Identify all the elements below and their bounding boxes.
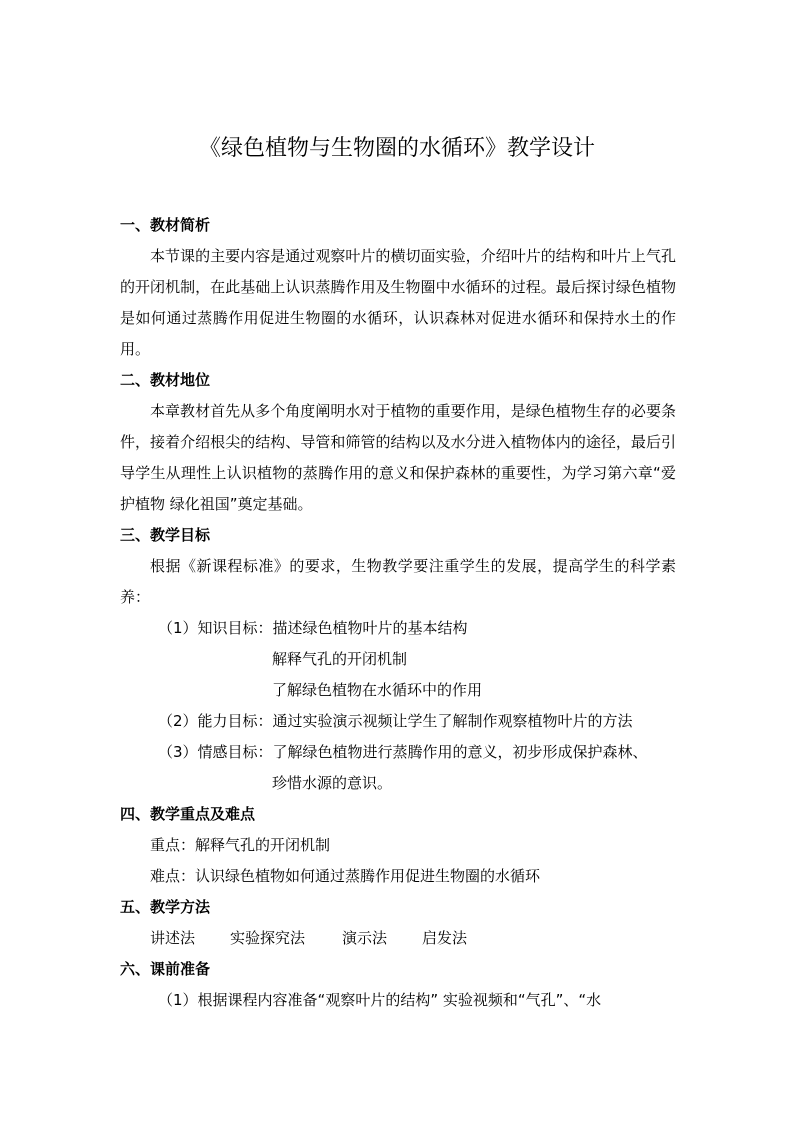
section-paragraph-3: 根据《新课程标准》的要求，生物教学要注重学生的发展，提高学生的科学素养： [120,557,676,606]
knowledge-goal-3: 了解绿色植物在水循环中的作用 [272,681,483,699]
ability-goal: （2）能力目标：通过实验演示视频让学生了解制作观察植物叶片的方法 [158,712,633,730]
emotion-goal-2: 珍惜水源的意识。 [272,774,393,792]
section-heading-1: 一、教材简析 [120,216,211,234]
method-item: 启发法 [422,929,468,947]
section-heading-6: 六、课前准备 [120,960,211,978]
section-heading-5: 五、教学方法 [120,898,211,916]
knowledge-goal: （1）知识目标：描述绿色植物叶片的基本结构 [158,619,468,637]
section-heading-4: 四、教学重点及难点 [120,805,256,823]
preparation-item: （1）根据课程内容准备“观察叶片的结构” 实验视频和“气孔”、“水 [158,991,602,1009]
emotion-goal: （3）情感目标：了解绿色植物进行蒸腾作用的意义，初步形成保护森林、 [158,743,648,761]
difficult-point: 难点：认识绿色植物如何通过蒸腾作用促进生物圈的水循环 [150,867,541,885]
section-heading-3: 三、教学目标 [120,526,211,544]
section-heading-2: 二、教材地位 [120,371,211,389]
method-item: 讲述法 [150,929,196,947]
page-title: 《绿色植物与生物圈的水循环》教学设计 [198,136,595,161]
document-body [120,210,676,1016]
section-paragraph-1: 本节课的主要内容是通过观察叶片的横切面实验，介绍叶片的结构和叶片上气孔的开闭机制，在此基础上认识蒸腾作用及生物圈中水循环的过程。最后探讨绿色植物是如何通过蒸腾作用促进生物圈的水循环，认识森林对促进水循环和保持水土的作用。 [120,247,676,358]
key-point: 重点：解释气孔的开闭机制 [150,836,331,854]
teaching-methods [120,923,676,954]
knowledge-goal-2: 解释气孔的开闭机制 [272,650,408,668]
method-item: 实验探究法 [230,929,306,947]
section-paragraph-2: 本章教材首先从多个角度阐明水对于植物的重要作用，是绿色植物生存的必要条件，接着介绍根尖的结构、导管和筛管的结构以及水分进入植物体内的途径，最后引导学生从理性上认识植物的蒸腾作用的意义和保护森林的重要性，为学习第六章“爱护植物 绿化祖国”奠定基础。 [120,402,676,513]
method-item: 演示法 [342,929,388,947]
